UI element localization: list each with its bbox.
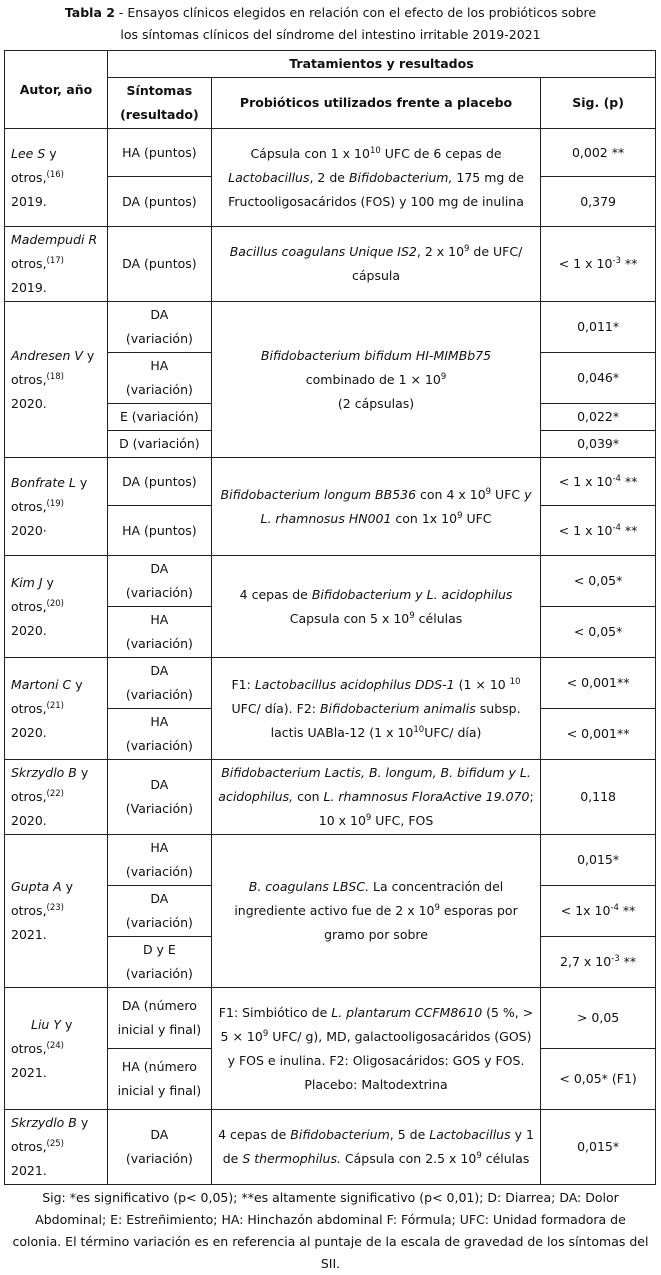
author-cell: Lee S y otros,$^{(16)}$ 2019. (5, 129, 108, 227)
sig-cell: 2,7 x $10^{-3}$ ** (541, 937, 656, 988)
header-tratamientos: Tratamientos y resultados (107, 51, 655, 78)
sig-cell: < 1 x $10^{-4}$ ** (541, 458, 656, 506)
symptom-cell: DA (variación) (107, 302, 211, 353)
symptom-cell: HA (puntos) (107, 506, 211, 556)
symptom-cell: DA (Variación) (107, 760, 211, 835)
probiotic-cell: F1: Lactobacillus acidophilus DDS-1 (1 × 10 $^{10}$ UFC/ día). F2: Bifidobacterium animalis subsp. lactis UABla-12 (1 x $10^{10}UFC/$ día) (211, 658, 540, 760)
symptom-cell: E (variación) (107, 404, 211, 431)
author-cell: Skrzydlo B y otros,$^{(25)}$ 2021. (5, 1110, 108, 1185)
sig-cell: < 0,001** (541, 658, 656, 709)
table-footnote: Sig: *es significativo (p< 0,05); **es altamente significativo (p< 0,01); D: Diarrea; DA: Dolor Abdominal; E: Estreñimiento; HA: Hinchazón abdominal F: Fórmula; UFC: Unidad formadora de colonia. El término variación es en referencia al puntaje de la escala de gravedad de los síntomas del SII. (12, 1190, 649, 1271)
caption-label: Tabla 2 (64, 5, 115, 20)
symptom-cell: DA (variación) (107, 658, 211, 709)
author-cell: Bonfrate L y otros,$^{(19)}$ 2020· (5, 458, 108, 556)
sig-cell: 0,039* (541, 431, 656, 458)
probiotic-cell: 4 cepas de Bifidobacterium y L. acidophilus Capsula con 5 x $10^9$ células (211, 556, 540, 658)
symptom-cell: HA (número inicial y final) (107, 1049, 211, 1110)
author-cell: Kim J y otros,$^{(20)}$ 2020. (5, 556, 108, 658)
header-autor: Autor, año (5, 51, 108, 129)
sig-cell: < 0,05* (F1) (541, 1049, 656, 1110)
symptom-cell: DA (variación) (107, 886, 211, 937)
sig-cell: 0,015* (541, 1110, 656, 1185)
sig-cell: 0,015* (541, 835, 656, 886)
symptom-cell: DA (puntos) (107, 177, 211, 227)
symptom-cell: DA (puntos) (107, 458, 211, 506)
probiotic-cell: B. coagulans LBSC. La concentración del ingrediente activo fue de 2 x $10^9$ esporas por gramo por sobre (211, 835, 540, 988)
sig-cell: 0,118 (541, 760, 656, 835)
sig-cell: 0,002 ** (541, 129, 656, 177)
sig-cell: 0,011* (541, 302, 656, 353)
probiotic-cell: Bacillus coagulans Unique IS2, 2 x $10^9$ de UFC/ cápsula (211, 227, 540, 302)
caption-line2: los síntomas clínicos del síndrome del intestino irritable 2019-2021 (120, 27, 541, 42)
symptom-cell: DA (puntos) (107, 227, 211, 302)
symptom-cell: HA (variación) (107, 709, 211, 760)
sig-cell: 0,022* (541, 404, 656, 431)
probiotic-cell: Bifidobacterium Lactis, B. longum, B. bifidum y L. acidophilus, con L. rhamnosus FloraActive 19.070; 10 x $10^9$ UFC, FOS (211, 760, 540, 835)
probiotic-cell: F1: Simbiótico de L. plantarum CCFM8610 (5 %, > $5 \times 10^9$ UFC/ g), MD, galactooligosacáridos (GOS) y FOS e inulina. F2: Oligosacáridos: GOS y FOS. Placebo: Maltodextrina (211, 988, 540, 1110)
table-caption (0, 0, 661, 46)
author-cell: Andresen V y otros,$^{(18)}$ 2020. (5, 302, 108, 458)
sig-cell: < 0,05* (541, 556, 656, 607)
author-cell: Skrzydlo B y otros,$^{(22)}$ 2020. (5, 760, 108, 835)
header-probioticos: Probióticos utilizados frente a placebo (211, 78, 540, 129)
header-sintomas: Síntomas (resultado) (107, 78, 211, 129)
probiotic-cell: Bifidobacterium bifidum HI-MIMBb75 combinado de $1 \times 10^9$ (2 cápsulas) (211, 302, 540, 458)
sig-cell: < 1 x $10^{-3}$ ** (541, 227, 656, 302)
probiotic-cell: 4 cepas de Bifidobacterium, 5 de Lactobacillus y 1 de S thermophilus. Cápsula con 2.5 x $10^9$ células (211, 1110, 540, 1185)
author-cell: Madempudi R otros,$^{(17)}$ 2019. (5, 227, 108, 302)
symptom-cell: DA (variación) (107, 556, 211, 607)
symptom-cell: HA (variación) (107, 835, 211, 886)
header-sig: Sig. (p) (541, 78, 656, 129)
caption-line1: - Ensayos clínicos elegidos en relación con el efecto de los probióticos sobre (114, 5, 597, 20)
sig-cell: 0,379 (541, 177, 656, 227)
author-cell: Gupta A y otros,$^{(23)}$ 2021. (5, 835, 108, 988)
symptom-cell: D (variación) (107, 431, 211, 458)
trials-table (4, 50, 656, 1185)
sig-cell: < 1x $10^{-4}$ ** (541, 886, 656, 937)
symptom-cell: DA (número inicial y final) (107, 988, 211, 1049)
author-cell: Liu Y y otros,$^{(24)}$ 2021. (5, 988, 108, 1110)
sig-cell: 0,046* (541, 353, 656, 404)
sig-cell: < 0,001** (541, 709, 656, 760)
probiotic-cell: Bifidobacterium longum BB536 con 4 x $10^9$ UFC y L. rhamnosus HN001 con 1x $10^9$ UFC (211, 458, 540, 556)
sig-cell: > 0,05 (541, 988, 656, 1049)
author-cell: Martoni C y otros,$^{(21)}$ 2020. (5, 658, 108, 760)
sig-cell: < 1 x $10^{-4}$ ** (541, 506, 656, 556)
sig-cell: < 0,05* (541, 607, 656, 658)
symptom-cell: D y E (variación) (107, 937, 211, 988)
probiotic-cell: Cápsula con 1 x $10^{10}$ UFC de 6 cepas de Lactobacillus, 2 de Bifidobacterium, 175 mg de Fructooligosacáridos (FOS) y 100 mg de inulina (211, 129, 540, 227)
symptom-cell: DA (variación) (107, 1110, 211, 1185)
symptom-cell: HA (puntos) (107, 129, 211, 177)
symptom-cell: HA (variación) (107, 607, 211, 658)
symptom-cell: HA (variación) (107, 353, 211, 404)
